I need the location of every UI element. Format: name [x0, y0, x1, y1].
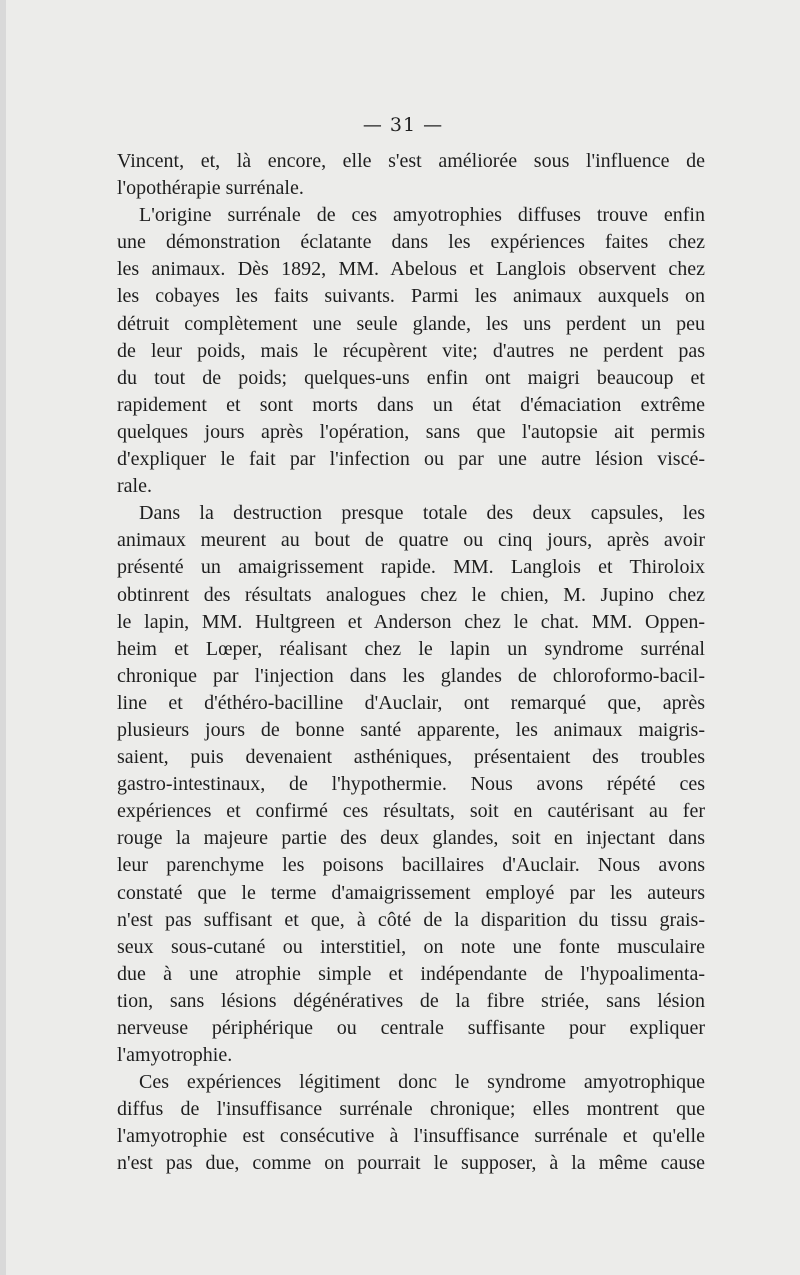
text-line: obtinrent des résultats analogues chez le chien, M. Jupino chez — [117, 583, 705, 606]
text-line: line et d'éthéro-bacilline d'Auclair, ont remarqué que, après — [117, 691, 705, 714]
text-line: les cobayes les faits suivants. Parmi les animaux auxquels on — [117, 285, 705, 308]
body-text — [117, 148, 705, 1178]
text-line: du tout de poids; quelques-uns enfin ont maigri beaucoup et — [117, 366, 705, 389]
text-line: constaté que le terme d'amaigrissement employé par les auteurs — [117, 881, 705, 904]
text-line: n'est pas suffisant et que, à côté de la disparition du tissu grais- — [117, 908, 705, 931]
text-line: saient, puis devenaient asthéniques, présentaient des troubles — [117, 746, 705, 769]
text-line: Ces expériences légitiment donc le syndrome amyotrophique — [139, 1071, 705, 1094]
text-line: heim et Lœper, réalisant chez le lapin un syndrome surrénal — [117, 637, 705, 660]
text-line: les animaux. Dès 1892, MM. Abelous et Langlois observent chez — [117, 258, 705, 281]
text-line: expériences et confirmé ces résultats, soit en cautérisant au fer — [117, 800, 705, 823]
text-line: l'amyotrophie. — [117, 1044, 233, 1067]
paragraph — [117, 148, 705, 202]
text-line: L'origine surrénale de ces amyotrophies diffuses trouve enfin — [139, 204, 705, 227]
text-line: diffus de l'insuffisance surrénale chronique; elles montrent que — [117, 1098, 705, 1121]
text-line: animaux meurent au bout de quatre ou cinq jours, après avoir — [117, 529, 705, 552]
text-line: le lapin, MM. Hultgreen et Anderson chez le chat. MM. Oppen- — [117, 610, 705, 633]
paragraph — [117, 202, 705, 500]
document-page — [6, 0, 800, 1275]
page-number: — 31 — — [362, 114, 444, 136]
text-line: chronique par l'injection dans les glandes de chloroformo-bacil- — [117, 664, 705, 687]
paragraph — [117, 1069, 705, 1177]
text-line: rapidement et sont morts dans un état d'émaciation extrême — [117, 393, 705, 416]
text-line: l'opothérapie surrénale. — [117, 177, 304, 200]
text-line: leur parenchyme les poisons bacillaires d'Auclair. Nous avons — [117, 854, 705, 877]
text-line: présenté un amaigrissement rapide. MM. Langlois et Thiroloix — [117, 556, 705, 579]
text-line: Vincent, et, là encore, elle s'est améliorée sous l'influence de — [117, 150, 705, 172]
paragraph — [117, 500, 705, 1069]
text-line: de leur poids, mais le récupèrent vite; d'autres ne perdent pas — [117, 339, 705, 362]
text-line: plusieurs jours de bonne santé apparente, les animaux maigris- — [117, 718, 705, 741]
text-line: une démonstration éclatante dans les expériences faites chez — [117, 231, 705, 254]
text-line: rouge la majeure partie des deux glandes, soit en injectant dans — [117, 827, 705, 850]
text-line: rale. — [117, 475, 152, 498]
text-line: tion, sans lésions dégénératives de la fibre striée, sans lésion — [117, 989, 705, 1012]
text-line: gastro-intestinaux, de l'hypothermie. Nous avons répété ces — [117, 773, 705, 796]
text-line: l'amyotrophie est consécutive à l'insuffisance surrénale et qu'elle — [117, 1125, 705, 1148]
text-line: détruit complètement une seule glande, les uns perdent un peu — [117, 312, 705, 335]
text-line: due à une atrophie simple et indépendante de l'hypoalimenta- — [117, 962, 705, 985]
text-line: nerveuse périphérique ou centrale suffisante pour expliquer — [117, 1017, 705, 1039]
text-line: seux sous-cutané ou interstitiel, on note une fonte musculaire — [117, 935, 705, 958]
text-line: quelques jours après l'opération, sans que l'autopsie ait permis — [117, 420, 705, 443]
text-line: Dans la destruction presque totale des deux capsules, les — [139, 502, 705, 525]
text-line: d'expliquer le fait par l'infection ou par une autre lésion viscé- — [117, 448, 705, 471]
text-line: n'est pas due, comme on pourrait le supposer, à la même cause — [117, 1152, 705, 1175]
